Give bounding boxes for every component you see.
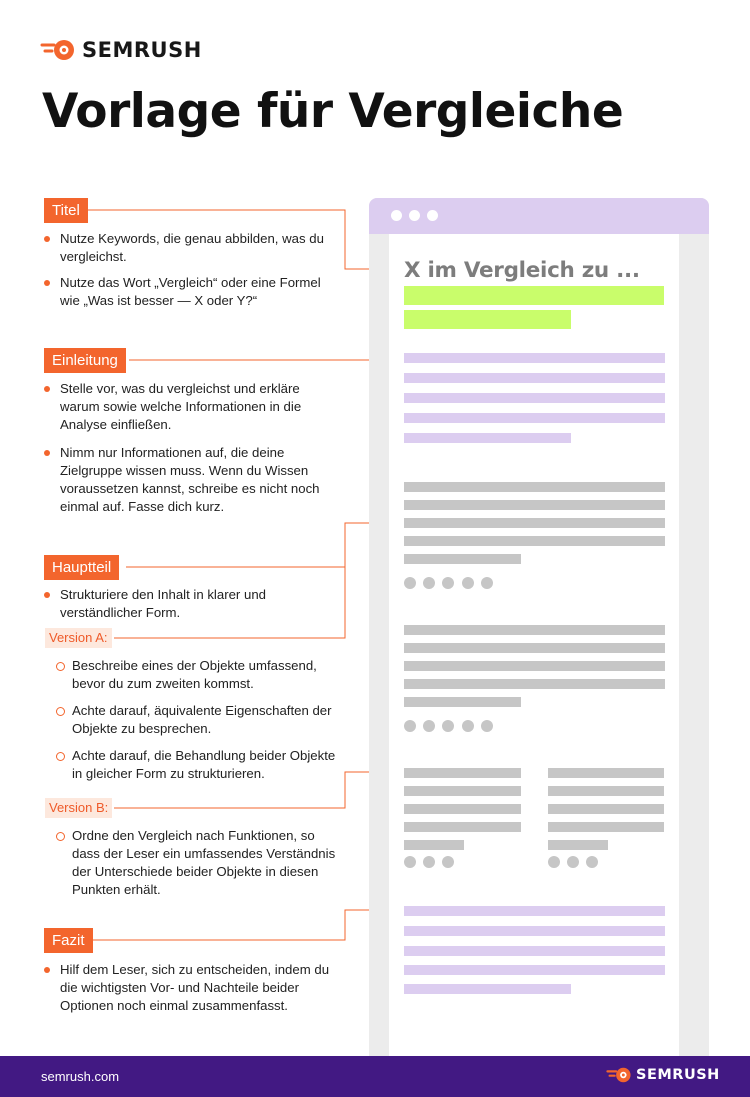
body-placeholder-bar: [404, 518, 665, 528]
conclusion-placeholder-bar: [404, 946, 665, 956]
section-tag-titel: Titel: [44, 198, 88, 223]
list-item: Ordne den Vergleich nach Funktionen, so dass der Leser ein umfassendes Verständnis der Unterschiede beider Objekte in diesen Punkten erhält.: [56, 827, 336, 899]
list-item: Achte darauf, die Behandlung beider Objekte in gleicher Form zu strukturieren.: [56, 747, 336, 783]
intro-placeholder-bar: [404, 393, 665, 403]
body-placeholder-bar: [548, 804, 664, 814]
window-dot-icon: [409, 210, 420, 221]
conclusion-placeholder-bar: [404, 965, 665, 975]
title-placeholder-bar: [404, 310, 571, 329]
placeholder-dot: [423, 577, 435, 589]
semrush-fire-icon: [606, 1067, 632, 1083]
version-a-tag: Version A:: [45, 628, 112, 648]
placeholder-dot: [462, 720, 474, 732]
window-dot-icon: [427, 210, 438, 221]
body-placeholder-bar: [404, 625, 665, 635]
body-placeholder-bar: [548, 822, 664, 832]
placeholder-dot: [442, 577, 454, 589]
section-tag-hauptteil: Hauptteil: [44, 555, 119, 580]
brand-name: SEMRUSH: [82, 38, 202, 62]
list-item: Nutze Keywords, die genau abbilden, was du vergleichst.: [44, 230, 334, 266]
list-item: Hilf dem Leser, sich zu entscheiden, indem du die wichtigsten Vor- und Nachteile beider Optionen noch einmal zusammenfasst.: [44, 961, 334, 1015]
placeholder-dot: [481, 577, 493, 589]
intro-placeholder-bar: [404, 433, 571, 443]
list-item: Nutze das Wort „Vergleich“ oder eine Formel wie „Was ist besser — X oder Y?“: [44, 274, 334, 310]
article-mockup: [369, 198, 709, 1056]
version-b-tag: Version B:: [45, 798, 112, 818]
list-item: Stelle vor, was du vergleichst und erkläre warum sowie welche Informationen in die Analyse einfließen.: [44, 380, 334, 434]
list-item: Strukturiere den Inhalt in klarer und verständlicher Form.: [44, 586, 334, 622]
brand-name-footer: SEMRUSH: [636, 1067, 720, 1083]
body-placeholder-bar: [548, 768, 664, 778]
placeholder-dot: [567, 856, 579, 868]
body-placeholder-bar: [548, 786, 664, 796]
semrush-fire-icon: [40, 39, 76, 61]
intro-placeholder-bar: [404, 413, 665, 423]
placeholder-dot: [404, 856, 416, 868]
placeholder-dot: [586, 856, 598, 868]
intro-placeholder-bar: [404, 353, 665, 363]
placeholder-dot: [404, 720, 416, 732]
body-placeholder-bar: [404, 786, 521, 796]
browser-top-bar: [369, 198, 709, 234]
conclusion-placeholder-bar: [404, 926, 665, 936]
placeholder-dot: [423, 856, 435, 868]
page-title: Vorlage für Vergleiche: [42, 84, 624, 139]
list-item: Nimm nur Informationen auf, die deine Zielgruppe wissen muss. Wenn du Wissen voraussetzen kannst, schreibe es nicht noch einmal auf. Fasse dich kurz.: [44, 444, 334, 516]
placeholder-dot: [404, 577, 416, 589]
semrush-logo-footer: [606, 1067, 720, 1083]
mockup-heading: X im Vergleich zu ...: [404, 258, 640, 283]
body-placeholder-bar: [404, 554, 521, 564]
section-tag-fazit: Fazit: [44, 928, 93, 953]
body-placeholder-bar: [404, 482, 665, 492]
list-item: Beschreibe eines der Objekte umfassend, bevor du zum zweiten kommst.: [56, 657, 336, 693]
body-placeholder-bar: [404, 679, 665, 689]
semrush-logo: [40, 38, 202, 62]
body-placeholder-bar: [404, 804, 521, 814]
placeholder-dot: [442, 720, 454, 732]
footer: [0, 1056, 750, 1097]
body-placeholder-bar: [404, 536, 665, 546]
body-placeholder-bar: [404, 500, 665, 510]
section-tag-einleitung: Einleitung: [44, 348, 126, 373]
placeholder-dot: [548, 856, 560, 868]
conclusion-placeholder-bar: [404, 984, 571, 994]
placeholder-dot: [423, 720, 435, 732]
body-placeholder-bar: [548, 840, 608, 850]
title-placeholder-bar: [404, 286, 664, 305]
footer-url-link[interactable]: semrush.com: [41, 1069, 120, 1084]
body-placeholder-bar: [404, 822, 521, 832]
placeholder-dot: [481, 720, 493, 732]
body-placeholder-bar: [404, 643, 665, 653]
body-placeholder-bar: [404, 661, 665, 671]
list-item: Achte darauf, äquivalente Eigenschaften der Objekte zu besprechen.: [56, 702, 336, 738]
placeholder-dot: [442, 856, 454, 868]
intro-placeholder-bar: [404, 373, 665, 383]
window-dot-icon: [391, 210, 402, 221]
placeholder-dot: [462, 577, 474, 589]
body-placeholder-bar: [404, 840, 464, 850]
body-placeholder-bar: [404, 768, 521, 778]
body-placeholder-bar: [404, 697, 521, 707]
conclusion-placeholder-bar: [404, 906, 665, 916]
